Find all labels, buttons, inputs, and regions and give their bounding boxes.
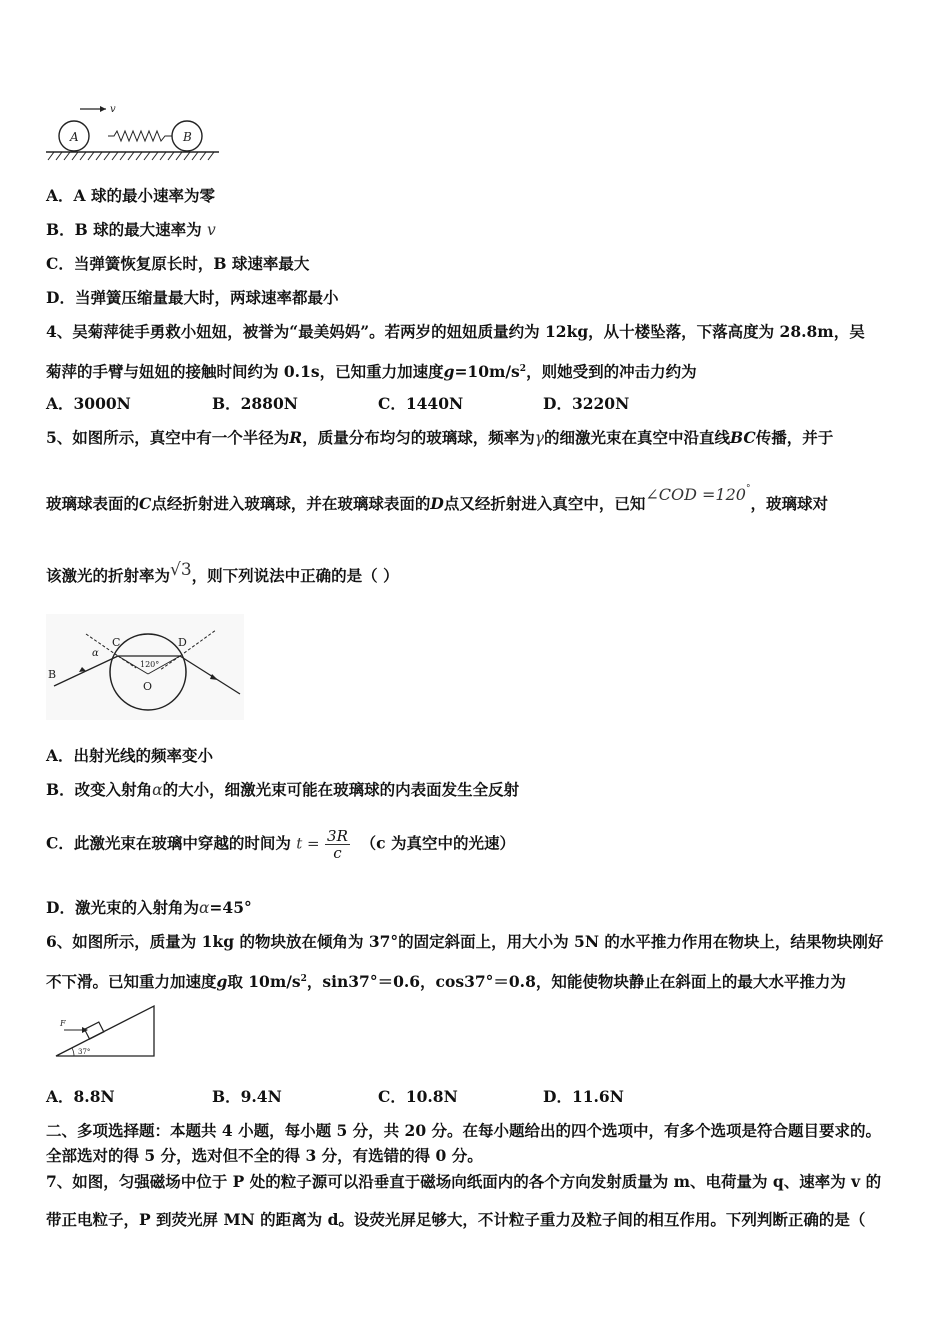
q5-optd-pre: D．激光束的入射角为 bbox=[46, 898, 199, 917]
q6-option-a: A．8.8N bbox=[46, 1087, 115, 1106]
q5-line2 bbox=[46, 484, 828, 514]
fig3-label-angle: 37° bbox=[78, 1048, 91, 1056]
q5-optc-post: （c 为真空中的光速） bbox=[360, 833, 516, 853]
q6-line2-pre: 不下滑。已知重力加速度 bbox=[46, 972, 217, 992]
q4-line2-post: ，则她受到的冲击力约为 bbox=[526, 362, 697, 382]
q5-line1 bbox=[46, 428, 833, 448]
fig2-label-o: O bbox=[143, 680, 153, 693]
fig2-label-d: D bbox=[178, 636, 187, 649]
q3-option-b-v: v bbox=[207, 221, 216, 239]
q5-line2-post: ，玻璃球对 bbox=[750, 494, 828, 514]
ball-a-label: A bbox=[70, 130, 79, 144]
q5-optb-alpha: α bbox=[152, 781, 163, 799]
q6-option-b: B．9.4N bbox=[212, 1087, 282, 1106]
incline-figure bbox=[52, 1004, 160, 1060]
q5-line2-mid1: 点经折射进入玻璃球，并在玻璃球表面的 bbox=[151, 494, 431, 514]
q5-optc-num: 3R bbox=[327, 827, 348, 845]
section2-line1: 二、多项选择题：本题共 4 小题，每小题 5 分，共 20 分。在每小题给出的四个选项中，有多个选项是符合题目要求的。 bbox=[46, 1121, 882, 1140]
q6-line2 bbox=[46, 969, 846, 992]
ball-b-label: B bbox=[183, 130, 192, 144]
q5-line1-post1: 的细激光束在真空中沿直线 bbox=[543, 428, 730, 447]
q5-line1-post2: 传播，并于 bbox=[755, 428, 834, 447]
q5-option-a: A．出射光线的频率变小 bbox=[46, 746, 214, 765]
q6-g: g bbox=[216, 972, 228, 992]
q4-sup: 2 bbox=[519, 364, 527, 374]
q5-optc-den: c bbox=[333, 844, 342, 862]
q5-line3-post: ，则下列说法中正确的是（ ） bbox=[191, 566, 399, 585]
q5-option-d bbox=[46, 898, 252, 918]
q4-line2-pre: 菊萍的手臂与妞妞的接触时间约为 0.1s，已知重力加速度 bbox=[46, 362, 444, 382]
q6-option-d: D．11.6N bbox=[543, 1087, 624, 1106]
q5-line2-pre: 玻璃球表面的 bbox=[46, 494, 140, 514]
glass-sphere-figure bbox=[46, 614, 244, 720]
q7-line1: 7、如图，匀强磁场中位于 P 处的粒子源可以沿垂直于磁场向纸面内的各个方向发射质量为 m、电荷量为 q、速率为 v 的 bbox=[46, 1172, 882, 1191]
q4-option-d: D．3220N bbox=[543, 394, 630, 413]
q5-optd-post: =45° bbox=[209, 898, 252, 917]
q5-nu: γ bbox=[534, 429, 544, 447]
q5-bc: BC bbox=[729, 428, 756, 447]
fig2-label-angle: 120° bbox=[140, 660, 160, 669]
q5-optc-fraction bbox=[325, 828, 350, 861]
velocity-label: v bbox=[110, 104, 116, 115]
q6-line2-post: ，sin37°＝0.6，cos37°＝0.8，知能使物块静止在斜面上的最大水平推力为 bbox=[306, 972, 846, 992]
q5-optd-alpha: α bbox=[198, 899, 210, 917]
q5-sqrt: √3 bbox=[170, 560, 192, 580]
q4-line2 bbox=[46, 359, 697, 382]
q5-line2-mid2: 点又经折射进入真空中，已知 bbox=[443, 494, 646, 514]
q5-d: D bbox=[430, 494, 444, 514]
q3-option-c: C．当弹簧恢复原长时，B 球速率最大 bbox=[46, 254, 310, 273]
q4-line1: 4、吴菊萍徒手勇救小妞妞，被誉为“最美妈妈”。若两岁的妞妞质量约为 12kg，从十楼坠落，下落高度为 28.8m，吴 bbox=[46, 322, 865, 341]
q5-line3 bbox=[46, 560, 399, 586]
fig2-label-b: B bbox=[48, 668, 57, 681]
q5-optb-pre: B．改变入射角 bbox=[46, 780, 153, 799]
q4-g: g bbox=[443, 362, 455, 382]
q6-sup: 2 bbox=[300, 974, 307, 984]
q6-option-c: C．10.8N bbox=[378, 1087, 458, 1106]
q3-option-d: D．当弹簧压缩量最大时，两球速率都最小 bbox=[46, 288, 339, 307]
q5-optc-t: t = bbox=[296, 834, 320, 853]
q3-option-b-text: B．B 球的最大速率为 bbox=[46, 220, 202, 239]
q6-line2-mid: 取 10m/s bbox=[227, 972, 301, 992]
q7-line2: 带正电粒子，P 到荧光屏 MN 的距离为 d。设荧光屏足够大，不计粒子重力及粒子间的相互作用。下列判断正确的是（ bbox=[46, 1210, 866, 1229]
q5-deg: ° bbox=[745, 484, 751, 494]
q5-r: R bbox=[289, 428, 303, 447]
q4-option-b: B．2880N bbox=[212, 394, 298, 413]
q4-option-a: A．3000N bbox=[46, 394, 131, 413]
fig2-label-alpha: α bbox=[92, 648, 99, 659]
section2-line2: 全部选对的得 5 分，选对但不全的得 3 分，有选错的得 0 分。 bbox=[46, 1146, 483, 1165]
q5-line1-pre: 5、如图所示，真空中有一个半径为 bbox=[46, 428, 290, 447]
q5-line3-pre: 该激光的折射率为 bbox=[46, 566, 171, 585]
q5-angle: ∠COD =120 bbox=[645, 485, 746, 505]
spring-balls-figure bbox=[44, 100, 224, 162]
q6-line1: 6、如图所示，质量为 1kg 的物块放在倾角为 37°的固定斜面上，用大小为 5N 的水平推力作用在物块上，结果物块刚好 bbox=[46, 932, 884, 951]
fig3-label-f: F bbox=[60, 1019, 66, 1028]
q4-option-c: C．1440N bbox=[378, 394, 464, 413]
q5-line1-mid: ，质量分布均匀的玻璃球，频率为 bbox=[302, 428, 535, 447]
q5-c: C bbox=[139, 494, 152, 514]
q3-option-a: A．A 球的最小速率为零 bbox=[46, 186, 215, 205]
q3-option-b bbox=[46, 220, 216, 240]
fig2-label-c: C bbox=[112, 636, 121, 649]
q5-option-b bbox=[46, 780, 519, 800]
q4-line2-mid: =10m/s bbox=[454, 362, 520, 382]
q5-optb-post: 的大小，细激光束可能在玻璃球的内表面发生全反射 bbox=[162, 780, 520, 799]
q5-option-c bbox=[46, 828, 515, 861]
q5-optc-pre: C．此激光束在玻璃中穿越的时间为 bbox=[46, 833, 291, 853]
